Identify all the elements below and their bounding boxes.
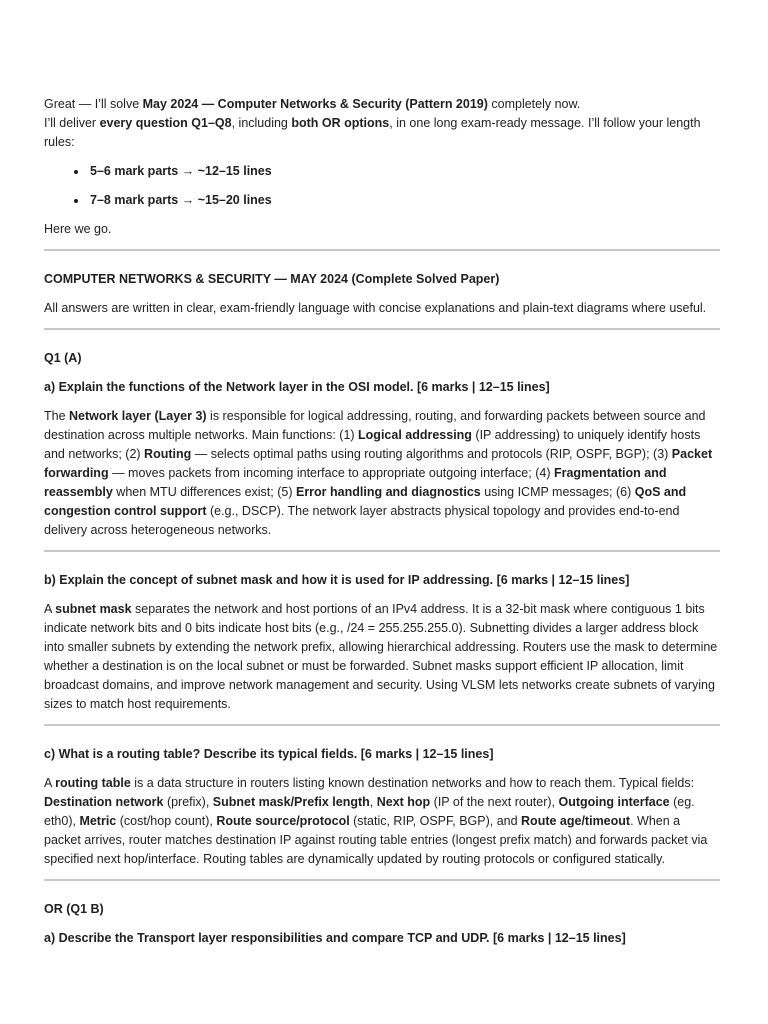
intro-emphasis: May 2024 — Computer Networks & Security (Pattern 2019) xyxy=(142,97,488,111)
answer-emphasis: Outgoing interface xyxy=(558,795,670,809)
answer-emphasis: Fragmentation and reassembly xyxy=(44,466,667,499)
answer-emphasis: Metric xyxy=(79,814,117,828)
answer-text: (cost/hop count), xyxy=(116,814,217,828)
section-divider xyxy=(44,879,720,881)
answer-text: (e.g., DSCP). The network layer abstracts physical topology and provides end-to-end delivery across heterogeneous networks. xyxy=(44,504,680,537)
paper-title: COMPUTER NETWORKS & SECURITY — MAY 2024 (Complete Solved Paper) xyxy=(44,272,500,286)
answer-q1a-b xyxy=(44,600,720,714)
section-divider xyxy=(44,724,720,726)
answer-text: is a data structure in routers listing known destination networks and how to reach them. Typical fields: xyxy=(130,776,695,790)
answer-emphasis: routing table xyxy=(55,776,131,790)
question-heading-q1a-a: a) Explain the functions of the Network layer in the OSI model. [6 marks | 12–15 lines] xyxy=(44,380,550,394)
answer-emphasis: subnet mask xyxy=(55,602,132,616)
intro-emphasis: every question Q1–Q8 xyxy=(99,116,232,130)
answer-text: A xyxy=(44,602,56,616)
answer-text: A xyxy=(44,776,56,790)
answer-text: (prefix), xyxy=(163,795,213,809)
answer-text: using ICMP messages; (6) xyxy=(480,485,635,499)
answer-emphasis: Error handling and diagnostics xyxy=(295,485,481,499)
answer-text: (static, RIP, OSPF, BGP), and xyxy=(349,814,522,828)
answer-emphasis: Routing xyxy=(144,447,192,461)
question-label-q1b: OR (Q1 B) xyxy=(44,902,104,916)
question-heading-q1b-a: a) Describe the Transport layer responsibilities and compare TCP and UDP. [6 marks | 12–15 lines] xyxy=(44,931,626,945)
answer-emphasis: Network layer (Layer 3) xyxy=(69,409,207,423)
paper-subtitle: All answers are written in clear, exam-friendly language with concise explanations and plain-text diagrams where useful. xyxy=(44,301,707,315)
answer-emphasis: Route source/protocol xyxy=(216,814,350,828)
intro-text: I’ll deliver xyxy=(44,116,100,130)
answer-q1a-a xyxy=(44,407,720,540)
question-label-q1a: Q1 (A) xyxy=(44,351,82,365)
question-heading-q1a-b: b) Explain the concept of subnet mask and how it is used for IP addressing. [6 marks | 12–15 lines] xyxy=(44,573,630,587)
length-rule-item: • 5–6 mark parts → ~12–15 lines xyxy=(88,162,720,181)
section-divider xyxy=(44,550,720,552)
answer-emphasis: Next hop xyxy=(376,795,431,809)
answer-emphasis: Packet forwarding xyxy=(44,447,713,480)
length-rule-item: • 7–8 mark parts → ~15–20 lines xyxy=(88,191,720,210)
answer-text: . When a packet arrives, router matches destination IP against routing table entries (longest prefix match) and forwards packet via specified next hop/interface. Routing tables are dynamically updated by routing protocols or configured statically. xyxy=(44,814,708,866)
intro-emphasis: both OR options xyxy=(291,116,390,130)
answer-q1a-c xyxy=(44,774,720,869)
answer-text: , xyxy=(369,795,377,809)
answer-emphasis: Subnet mask/Prefix length xyxy=(212,795,370,809)
answer-emphasis: QoS and congestion control support xyxy=(44,485,687,518)
intro-text: Great — I’ll solve xyxy=(44,97,143,111)
section-divider xyxy=(44,328,720,330)
answer-emphasis: Route age/timeout xyxy=(521,814,631,828)
answer-text: The xyxy=(44,409,70,423)
answer-emphasis: Destination network xyxy=(44,795,164,809)
question-heading-q1a-c: c) What is a routing table? Describe its typical fields. [6 marks | 12–15 lines] xyxy=(44,747,494,761)
answer-text: (eg. eth0), xyxy=(44,795,695,828)
answer-text: — selects optimal paths using routing algorithms and protocols (RIP, OSPF, BGP); (3) xyxy=(191,447,672,461)
answer-text: is responsible for logical addressing, routing, and forwarding packets between source and destination across multiple networks. Main functions: (1) xyxy=(44,409,706,442)
response-content xyxy=(44,95,720,948)
answer-text: when MTU differences exist; (5) xyxy=(112,485,296,499)
answer-text: separates the network and host portions of an IPv4 address. It is a 32-bit mask where contiguous 1 bits indicate network bits and 0 bits indicate host bits (e.g., /24 = 255.255.255.0). Subnetting divides a larger address block into smaller subnets by extending the network prefix, allowing hierarchical addressing. Routers use the mask to determine whether a destination is on the local subnet or must be forwarded. Subnet masks support efficient IP allocation, limit broadcast domains, and improve network management and security. Using VLSM lets networks create subnets of varying sizes to match host requirements. xyxy=(44,602,718,711)
here-we-go-text: Here we go. xyxy=(44,222,112,236)
intro-line-2 xyxy=(44,114,720,152)
answer-text: — moves packets from incoming interface to appropriate outgoing interface; (4) xyxy=(108,466,554,480)
answer-text: (IP addressing) to uniquely identify hosts and networks; (2) xyxy=(44,428,701,461)
intro-text: completely now. xyxy=(487,97,581,111)
intro-text: , including xyxy=(231,116,292,130)
section-divider xyxy=(44,249,720,251)
answer-text: (IP of the next router), xyxy=(430,795,559,809)
length-rules-list xyxy=(44,162,720,210)
intro-text: , in one long exam-ready message. I’ll follow your length rules: xyxy=(44,116,701,149)
intro-line-1 xyxy=(44,95,720,114)
answer-emphasis: Logical addressing xyxy=(358,428,472,442)
